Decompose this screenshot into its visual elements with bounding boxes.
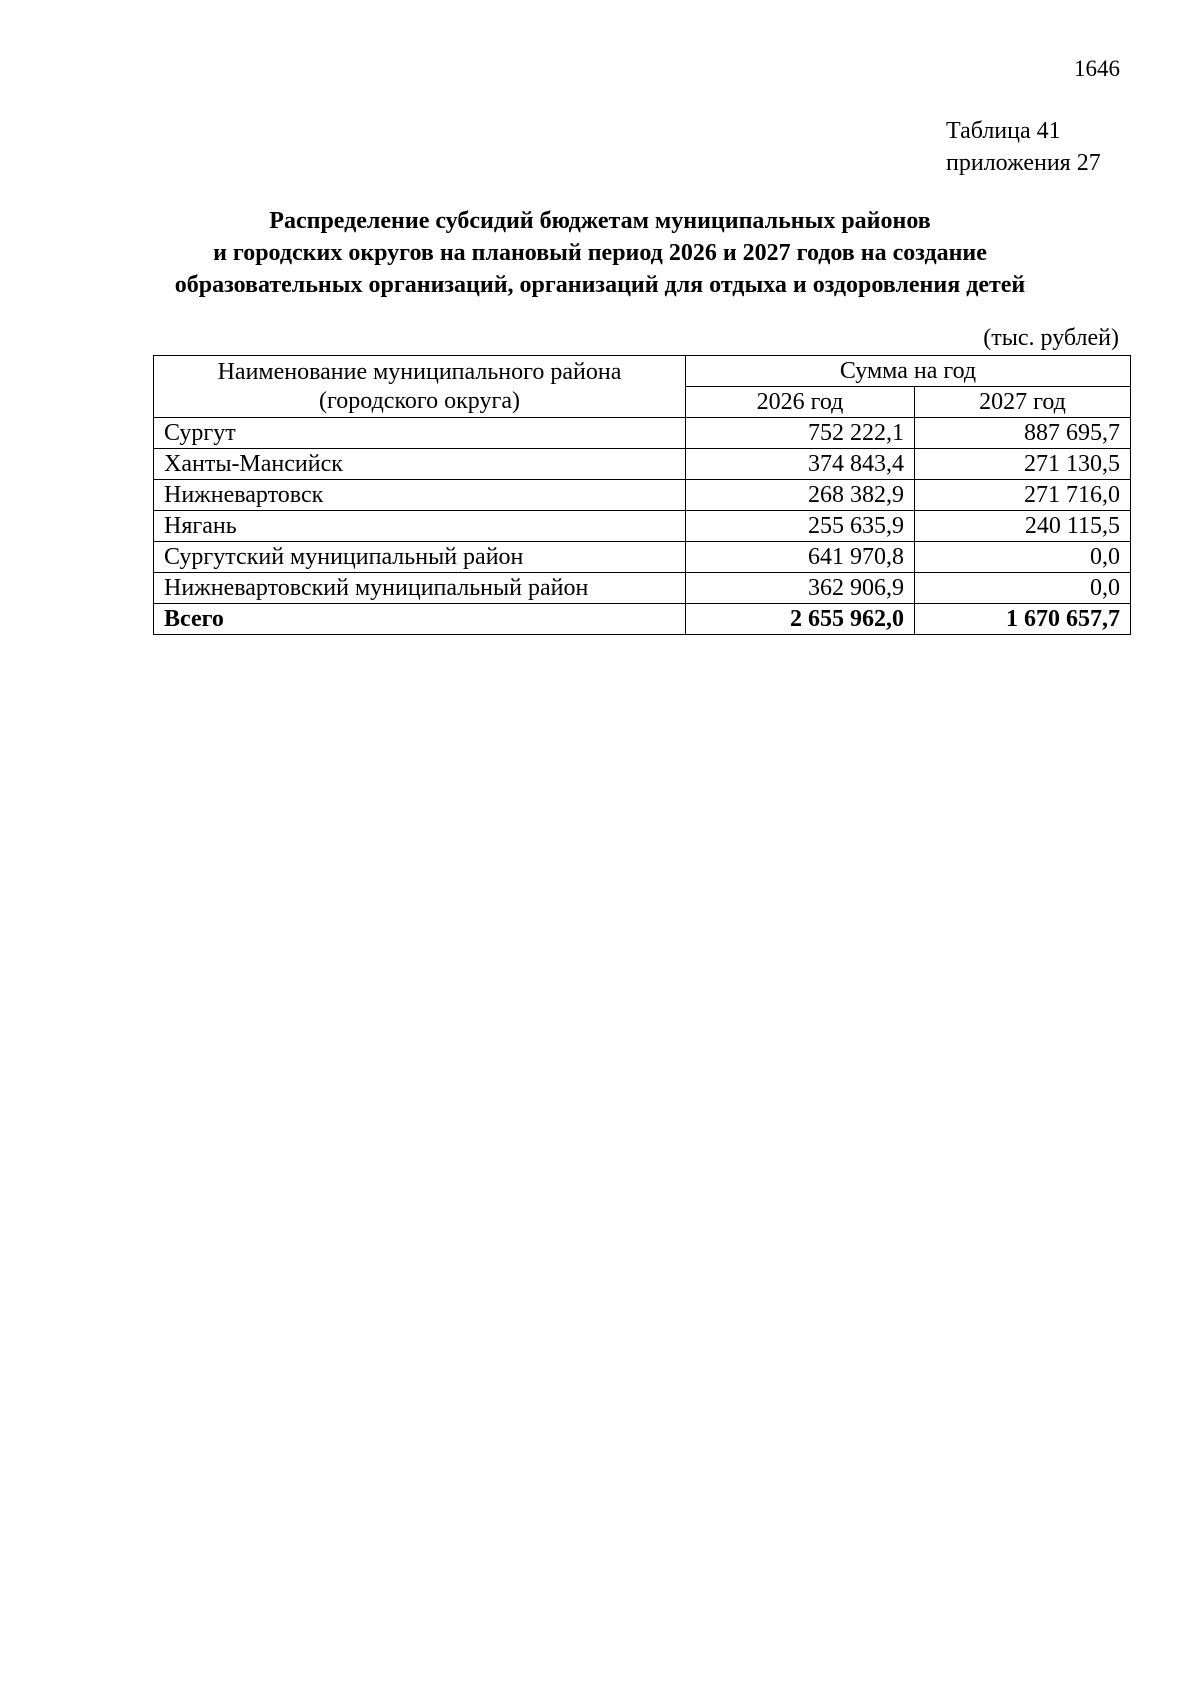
row-value-2026: 268 382,9 [686,480,915,511]
table-reference [946,115,1101,179]
row-value-2026: 362 906,9 [686,573,915,604]
row-value-2026: 641 970,8 [686,542,915,573]
total-row [154,604,1131,635]
title-line-3: образовательных организаций, организаций для отдыха и оздоровления детей [174,272,1026,298]
header-sum-per-year: Сумма на год [686,356,1131,387]
row-value-2027: 271 716,0 [915,480,1131,511]
subsidy-table [153,355,1131,635]
table-row [154,418,1131,449]
row-value-2027: 0,0 [915,573,1131,604]
header-year-2027: 2027 год [915,387,1131,418]
row-name: Нижневартовск [154,480,686,511]
units-label: (тыс. рублей) [983,325,1119,351]
title-line-1: Распределение субсидий бюджетам муниципальных районов [269,208,931,234]
row-name: Нижневартовский муниципальный район [154,573,686,604]
row-name: Ханты-Мансийск [154,449,686,480]
row-value-2027: 0,0 [915,542,1131,573]
table-row [154,449,1131,480]
row-value-2026: 752 222,1 [686,418,915,449]
table-reference-appendix: приложения 27 [946,150,1101,176]
header-year-2026: 2026 год [686,387,915,418]
header-municipality [154,356,686,418]
row-name: Сургутский муниципальный район [154,542,686,573]
row-value-2027: 271 130,5 [915,449,1131,480]
row-value-2026: 255 635,9 [686,511,915,542]
table-reference-number: Таблица 41 [946,118,1061,144]
title-line-2: и городских округов на плановый период 2026 и 2027 годов на создание [213,240,987,266]
row-value-2027: 240 115,5 [915,511,1131,542]
row-value-2026: 374 843,4 [686,449,915,480]
total-value-2026: 2 655 962,0 [686,604,915,635]
document-title [150,205,1050,301]
table-row [154,511,1131,542]
table-row [154,542,1131,573]
header-municipality-line-1: Наименование муниципального района [217,358,622,385]
total-value-2027: 1 670 657,7 [915,604,1131,635]
page-number: 1646 [1074,56,1120,81]
table-row [154,480,1131,511]
row-name: Нягань [154,511,686,542]
row-name: Сургут [154,418,686,449]
table-row [154,573,1131,604]
header-municipality-line-2: (городского округа) [319,387,520,414]
total-label: Всего [154,604,686,635]
row-value-2027: 887 695,7 [915,418,1131,449]
